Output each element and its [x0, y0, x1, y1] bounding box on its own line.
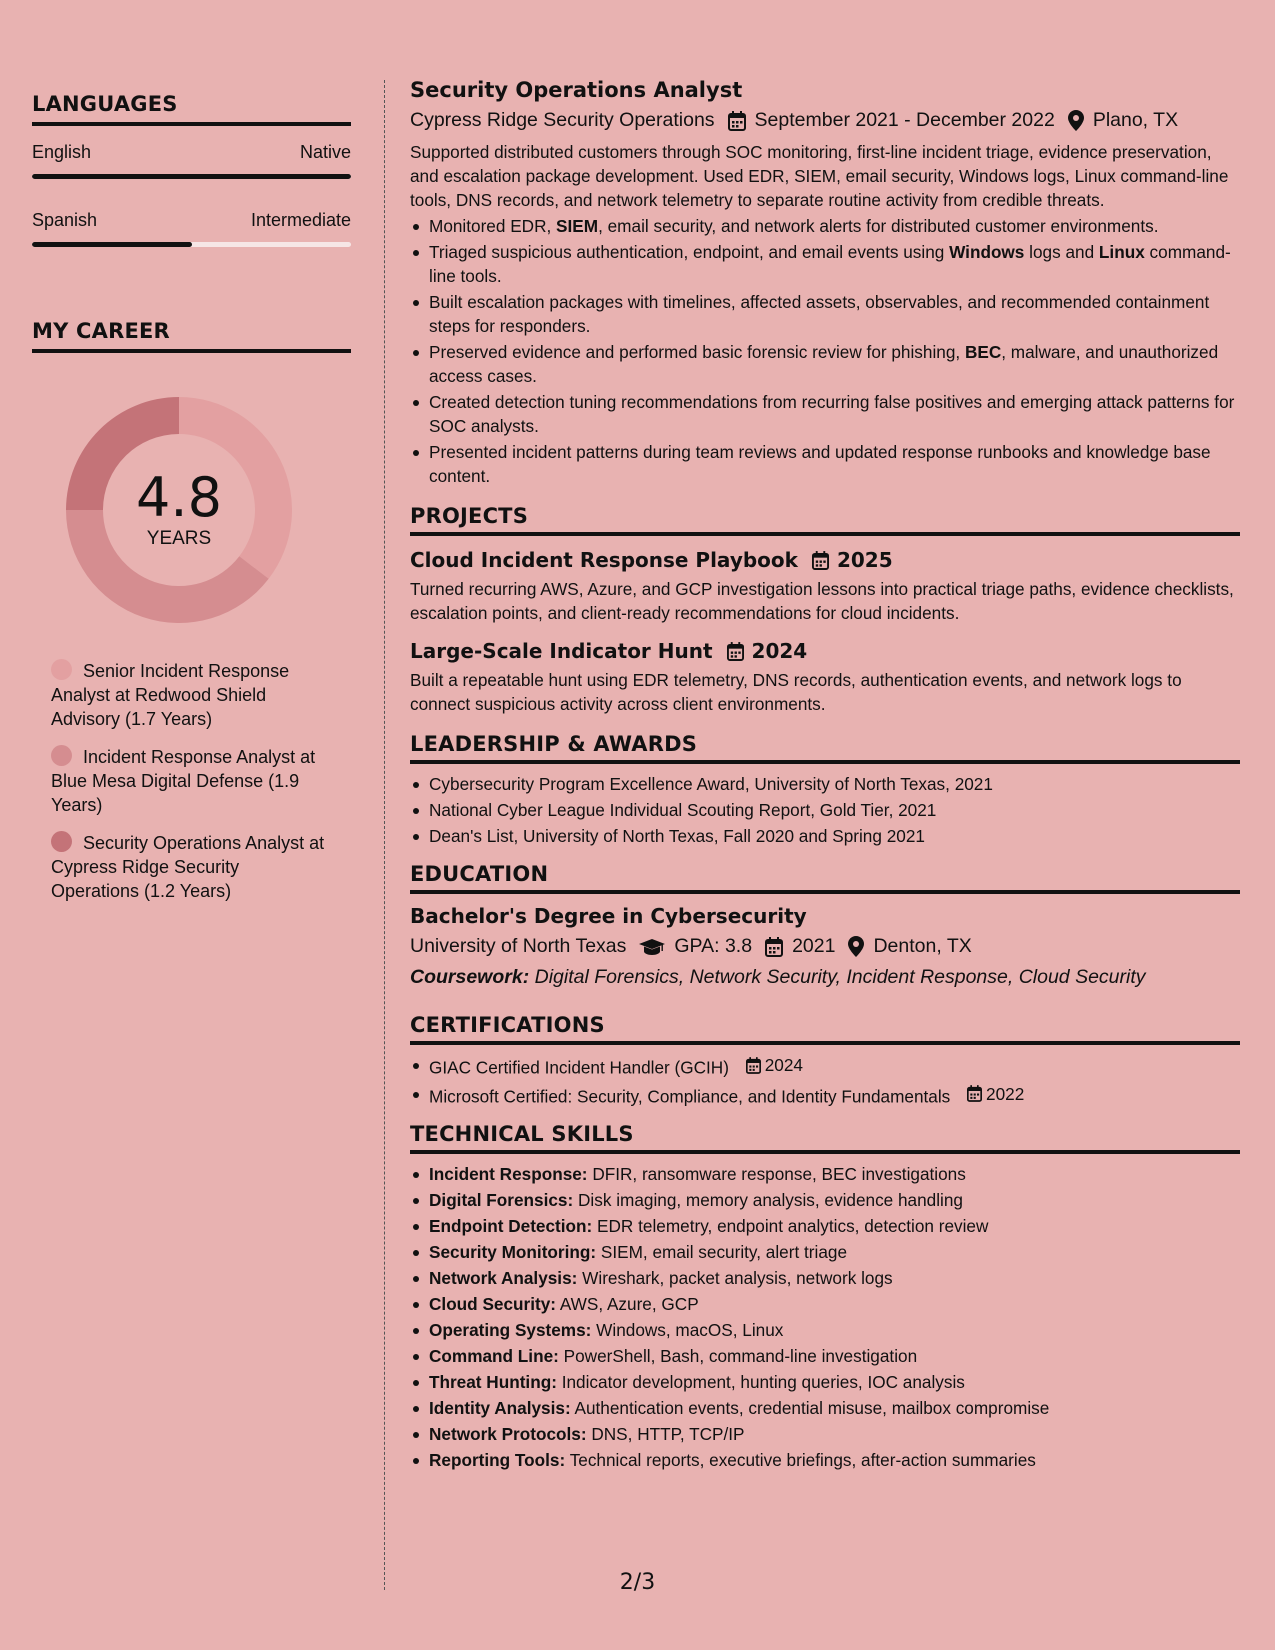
language-item	[32, 210, 351, 247]
calendar-icon	[765, 937, 783, 957]
coursework-list: Digital Forensics, Network Security, Incident Response, Cloud Security	[534, 966, 1146, 988]
job-title: Security Operations Analyst	[410, 78, 743, 102]
certification-year: 2024	[764, 1055, 803, 1075]
award-item: Cybersecurity Program Excellence Award, University of North Texas, 2021	[410, 772, 1240, 796]
graduation-year: 2021	[792, 935, 836, 957]
language-proficiency-bar	[32, 242, 351, 247]
calendar-icon	[728, 111, 746, 131]
project-year: 2025	[836, 548, 893, 572]
calendar-icon	[727, 642, 744, 661]
skill-value: Technical reports, executive briefings, after-action summaries	[569, 1450, 1036, 1470]
calendar-icon	[967, 1085, 982, 1102]
skill-value: Authentication events, credential misuse, mailbox compromise	[574, 1398, 1050, 1418]
skill-value: Wireshark, packet analysis, network logs	[582, 1268, 893, 1288]
education-heading: EDUCATION	[410, 862, 1240, 894]
job-bullet	[410, 340, 1240, 388]
project-name: Cloud Incident Response Playbook	[410, 548, 798, 572]
legend-label: Senior Incident Response Analyst at Redwood Shield Advisory (1.7 Years)	[51, 661, 290, 729]
languages-heading: LANGUAGES	[32, 92, 351, 126]
legend-label: Incident Response Analyst at Blue Mesa Digital Defense (1.9 Years)	[51, 747, 316, 815]
left-column	[32, 92, 351, 917]
project-description: Turned recurring AWS, Azure, and GCP investigation lessons into practical triage paths, evidence checklists, escalation points, and client-ready recommendations for cloud incidents.	[410, 579, 1234, 623]
skill-label: Endpoint Detection:	[429, 1216, 593, 1236]
degree-title: Bachelor's Degree in Cybersecurity	[410, 904, 807, 928]
legend-label: Security Operations Analyst at Cypress Ridge Security Operations (1.2 Years)	[51, 833, 325, 901]
bullet-text: Triaged suspicious authentication, endpoint, and email events using	[429, 242, 950, 262]
skill-label: Threat Hunting:	[429, 1372, 557, 1392]
skills-list	[410, 1162, 1240, 1472]
project-item	[410, 639, 1240, 716]
skill-value: DNS, HTTP, TCP/IP	[591, 1424, 745, 1444]
skill-value: Disk imaging, memory analysis, evidence handling	[578, 1190, 963, 1210]
award-item: Dean's List, University of North Texas, Fall 2020 and Spring 2021	[410, 824, 1240, 848]
skill-label: Incident Response:	[429, 1164, 588, 1184]
legend-swatch	[51, 745, 72, 766]
location-pin-icon	[848, 936, 864, 957]
certification-item	[410, 1053, 1240, 1080]
skill-item	[410, 1266, 1240, 1290]
bullet-keyword: SIEM	[556, 216, 599, 236]
language-proficiency-fill	[32, 174, 351, 179]
skill-value: SIEM, email security, alert triage	[600, 1242, 848, 1262]
language-name: Spanish	[32, 210, 98, 230]
skill-label: Reporting Tools:	[429, 1450, 566, 1470]
project-description: Built a repeatable hunt using EDR telemetry, DNS records, authentication events, and network logs to connect suspicious activity across client environments.	[410, 670, 1182, 714]
job-bullet	[410, 290, 1240, 338]
career-donut-chart	[66, 397, 292, 623]
bullet-text: , malware, and unauthorized access cases.	[429, 342, 1219, 386]
graduation-cap-icon	[639, 938, 665, 956]
school-name: University of North Texas	[410, 935, 627, 957]
skill-item	[410, 1214, 1240, 1238]
skill-item	[410, 1240, 1240, 1264]
skill-item	[410, 1162, 1240, 1186]
skill-value: Indicator development, hunting queries, IOC analysis	[561, 1372, 965, 1392]
calendar-icon	[746, 1057, 761, 1074]
job-bullet	[410, 214, 1240, 238]
job-bullet	[410, 240, 1240, 288]
language-proficiency-bar	[32, 174, 351, 179]
certification-item	[410, 1082, 1240, 1109]
legend-item	[51, 745, 331, 817]
job-company: Cypress Ridge Security Operations	[410, 109, 715, 131]
project-year: 2024	[751, 639, 808, 663]
skill-item	[410, 1448, 1240, 1472]
skill-label: Security Monitoring:	[429, 1242, 597, 1262]
calendar-icon	[812, 551, 829, 570]
certifications-section	[410, 1013, 1240, 1108]
skill-label: Network Analysis:	[429, 1268, 578, 1288]
gpa: GPA: 3.8	[674, 935, 753, 957]
leadership-heading: LEADERSHIP & AWARDS	[410, 732, 1240, 764]
bullet-keyword: Linux	[1098, 242, 1145, 262]
skill-value: AWS, Azure, GCP	[559, 1294, 699, 1314]
skills-heading: TECHNICAL SKILLS	[410, 1122, 1240, 1154]
skill-item	[410, 1396, 1240, 1420]
bullet-text: Monitored EDR,	[429, 216, 557, 236]
coursework	[410, 966, 1240, 989]
skill-label: Cloud Security:	[429, 1294, 557, 1314]
skill-label: Command Line:	[429, 1346, 559, 1366]
legend-item	[51, 659, 331, 731]
bullet-text: Presented incident patterns during team reviews and updated response runbooks and knowledge base content.	[429, 442, 1211, 486]
certification-name: Microsoft Certified: Security, Compliance, and Identity Fundamentals	[429, 1086, 951, 1106]
location-pin-icon	[1068, 110, 1084, 131]
skill-value: DFIR, ransomware response, BEC investigations	[592, 1164, 966, 1184]
skill-item	[410, 1370, 1240, 1394]
project-name: Large-Scale Indicator Hunt	[410, 639, 713, 663]
job-bullet-list	[410, 214, 1240, 488]
bullet-text: Created detection tuning recommendations from recurring false positives and emerging attack patterns for SOC analysts.	[429, 392, 1235, 436]
legend-swatch	[51, 831, 72, 852]
leadership-section	[410, 732, 1240, 848]
legend-swatch	[51, 659, 72, 680]
coursework-label: Coursework:	[410, 966, 530, 988]
language-level: Native	[299, 142, 351, 162]
skill-item	[410, 1344, 1240, 1368]
bullet-keyword: Windows	[949, 242, 1025, 262]
skills-section	[410, 1122, 1240, 1472]
skill-item	[410, 1318, 1240, 1342]
job-bullet	[410, 440, 1240, 488]
certifications-heading: CERTIFICATIONS	[410, 1013, 1240, 1045]
bullet-text: Preserved evidence and performed basic forensic review for phishing,	[429, 342, 965, 362]
skill-item	[410, 1188, 1240, 1212]
bullet-text: , email security, and network alerts for distributed customer environments.	[598, 216, 1159, 236]
skill-label: Identity Analysis:	[429, 1398, 571, 1418]
column-divider	[384, 80, 385, 1590]
school-location: Denton, TX	[873, 935, 972, 957]
skill-label: Operating Systems:	[429, 1320, 592, 1340]
career-total-value: 4.8	[136, 466, 222, 529]
education-meta	[410, 935, 1240, 958]
legend-item	[51, 831, 331, 903]
award-item: National Cyber League Individual Scouting Report, Gold Tier, 2021	[410, 798, 1240, 822]
skill-item	[410, 1292, 1240, 1316]
career-legend	[32, 659, 351, 903]
job-bullet	[410, 390, 1240, 438]
skill-label: Network Protocols:	[429, 1424, 587, 1444]
bullet-keyword: BEC	[964, 342, 1002, 362]
page-number: 2/3	[619, 1570, 656, 1595]
projects-heading: PROJECTS	[410, 504, 1240, 536]
language-item	[32, 142, 351, 179]
career-heading: MY CAREER	[32, 319, 351, 353]
skill-label: Digital Forensics:	[429, 1190, 574, 1210]
certification-name: GIAC Certified Incident Handler (GCIH)	[429, 1057, 729, 1078]
project-item	[410, 548, 1240, 625]
skill-value: Windows, macOS, Linux	[596, 1320, 784, 1340]
right-column	[410, 78, 1240, 1474]
bullet-text: logs and	[1024, 242, 1099, 262]
language-proficiency-fill	[32, 242, 192, 247]
bullet-text: command-line tools.	[429, 242, 1231, 286]
skill-item	[410, 1422, 1240, 1446]
skill-value: EDR telemetry, endpoint analytics, detection review	[597, 1216, 989, 1236]
education-section	[410, 862, 1240, 989]
skill-value: PowerShell, Bash, command-line investigation	[563, 1346, 918, 1366]
language-level: Intermediate	[250, 210, 351, 230]
certification-year: 2022	[986, 1083, 1025, 1104]
language-name: English	[32, 142, 92, 162]
projects-section	[410, 504, 1240, 716]
job-meta	[410, 109, 1240, 132]
job-summary: Supported distributed customers through SOC monitoring, first-line incident triage, evidence preservation, and escalation package development. Used EDR, SIEM, email security, Windows logs, Linux command-line tools, DNS records, and network telemetry to separate routine activity from credible threats.	[410, 142, 1229, 210]
bullet-text: Built escalation packages with timelines, affected assets, observables, and recommended containment steps for responders.	[429, 292, 1210, 336]
career-total-unit: YEARS	[146, 528, 212, 549]
job-dates: September 2021 - December 2022	[754, 109, 1055, 131]
job-location: Plano, TX	[1092, 109, 1179, 131]
